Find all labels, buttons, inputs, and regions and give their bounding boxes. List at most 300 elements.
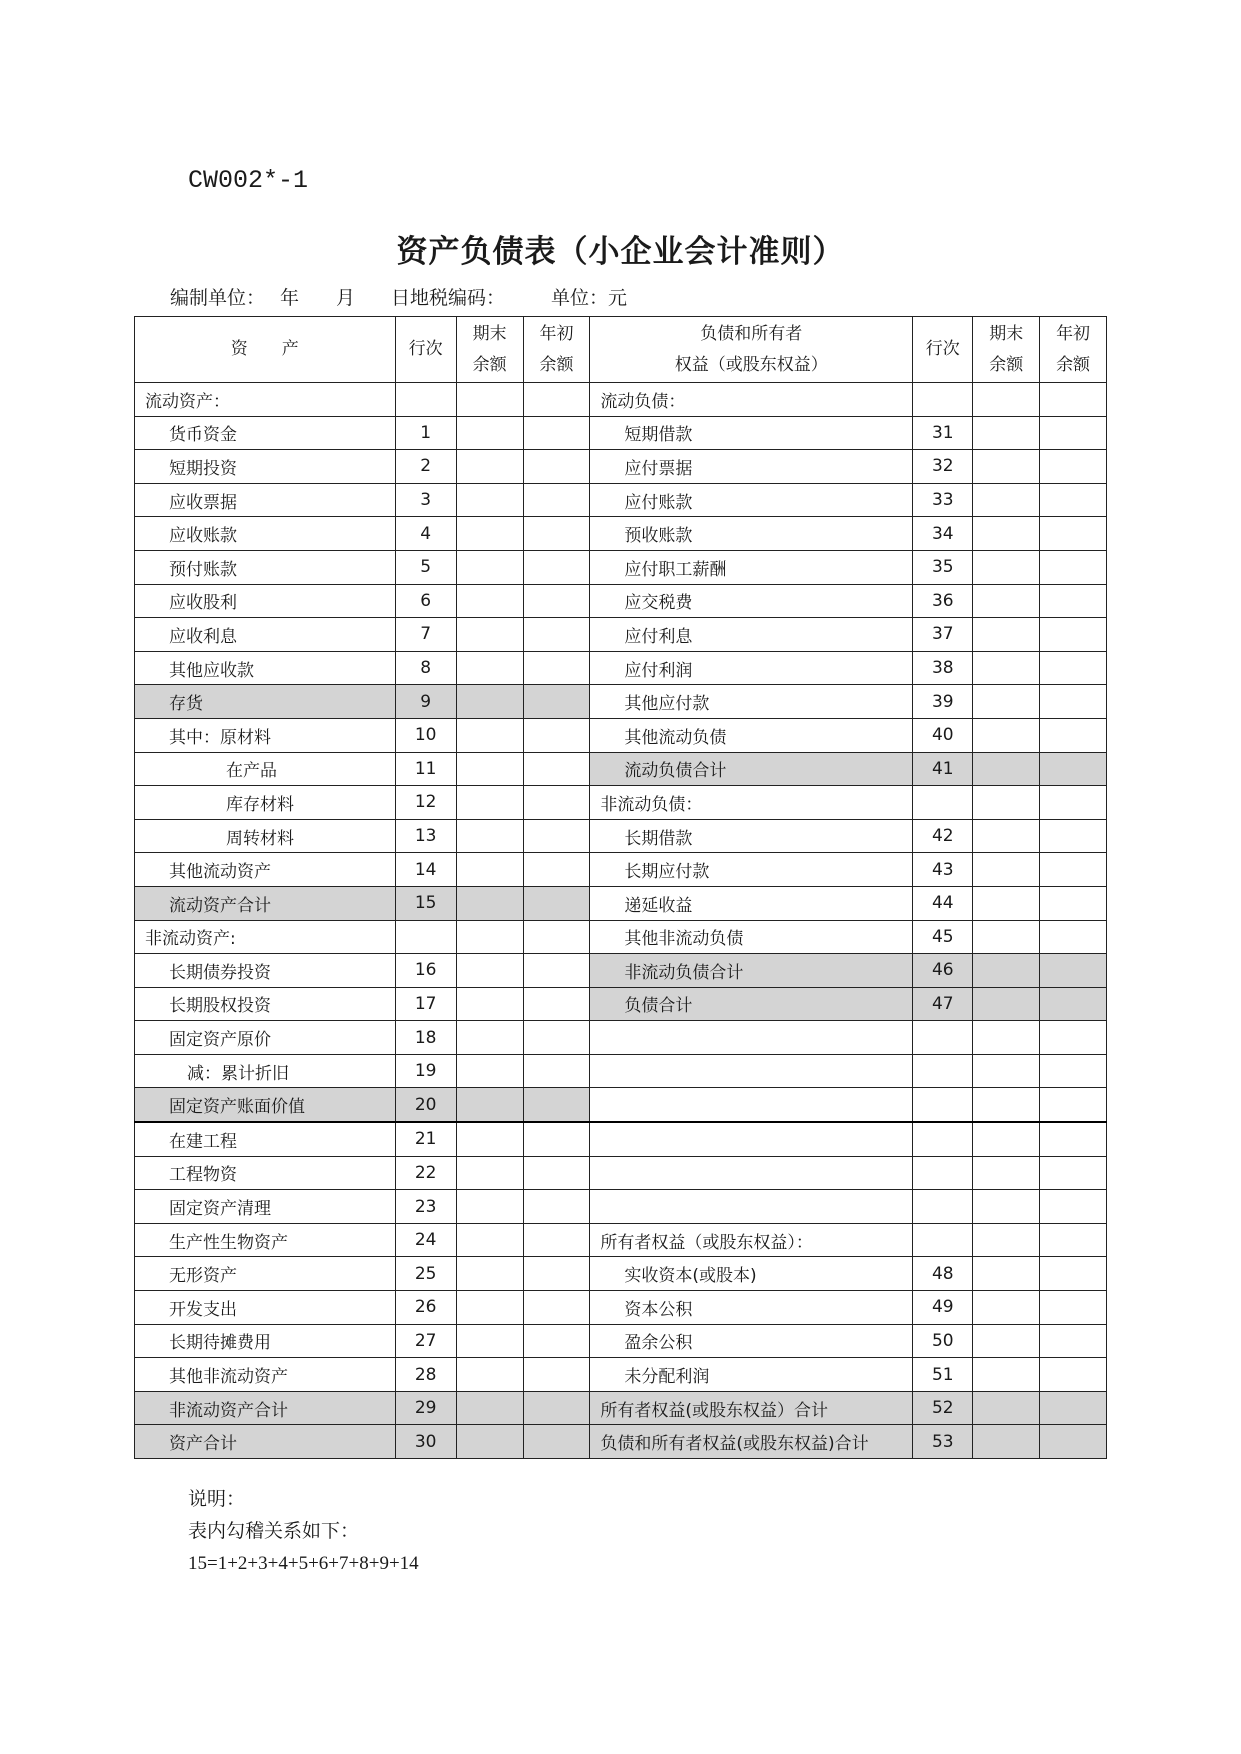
asset-row-number: 19 <box>395 1054 456 1088</box>
liability-end-balance-cell[interactable] <box>973 1391 1040 1425</box>
asset-begin-balance-cell[interactable] <box>523 685 590 719</box>
asset-end-balance-cell[interactable] <box>456 450 523 484</box>
liability-row-number <box>913 1054 973 1088</box>
asset-begin-balance-cell[interactable] <box>523 853 590 887</box>
liability-row-number: 39 <box>913 685 973 719</box>
liability-begin-balance-cell[interactable] <box>1040 383 1107 417</box>
table-row <box>135 1291 1107 1325</box>
liability-begin-balance-cell[interactable] <box>1040 886 1107 920</box>
asset-row-number: 12 <box>395 786 456 820</box>
liability-begin-balance-cell[interactable] <box>1040 651 1107 685</box>
asset-item-label: 固定资产清理 <box>135 1190 396 1224</box>
table-row <box>135 920 1107 954</box>
liability-row-number: 42 <box>913 819 973 853</box>
liability-item-label: 其他流动负债 <box>590 718 913 752</box>
asset-begin-balance-cell[interactable] <box>523 1021 590 1055</box>
asset-item-label: 减：累计折旧 <box>135 1054 396 1088</box>
asset-end-balance-cell[interactable] <box>456 1156 523 1190</box>
table-row <box>135 886 1107 920</box>
liability-begin-balance-cell[interactable] <box>1040 718 1107 752</box>
liability-begin-balance-cell[interactable] <box>1040 1223 1107 1257</box>
liability-begin-balance-cell[interactable] <box>1040 1088 1107 1122</box>
asset-begin-balance-cell[interactable] <box>523 1324 590 1358</box>
liability-begin-balance-cell[interactable] <box>1040 1324 1107 1358</box>
liability-row-number <box>913 383 973 417</box>
table-row <box>135 1088 1107 1122</box>
liability-end-balance-cell[interactable] <box>973 1358 1040 1392</box>
asset-end-balance-cell[interactable] <box>456 651 523 685</box>
asset-begin-balance-cell[interactable] <box>523 1088 590 1122</box>
asset-begin-balance-cell[interactable] <box>523 550 590 584</box>
asset-row-number: 11 <box>395 752 456 786</box>
liability-begin-balance-cell[interactable] <box>1040 1425 1107 1459</box>
asset-item-label: 其中：原材料 <box>135 718 396 752</box>
liability-end-balance-cell[interactable] <box>973 383 1040 417</box>
page-title: 资产负债表（小企业会计准则） <box>396 234 845 270</box>
table-row <box>135 1190 1107 1224</box>
liability-begin-balance-cell[interactable] <box>1040 416 1107 450</box>
liability-row-number: 47 <box>913 987 973 1021</box>
liability-row-number <box>913 1156 973 1190</box>
asset-end-balance-cell[interactable] <box>456 584 523 618</box>
asset-item-label: 流动资产合计 <box>135 886 396 920</box>
asset-item-label: 流动资产： <box>135 383 396 417</box>
liability-end-balance-cell[interactable] <box>973 1122 1040 1156</box>
liability-row-number: 32 <box>913 450 973 484</box>
asset-row-number: 17 <box>395 987 456 1021</box>
liability-item-label: 应付账款 <box>590 483 913 517</box>
asset-begin-balance-cell[interactable] <box>523 1358 590 1392</box>
liability-begin-balance-cell[interactable] <box>1040 853 1107 887</box>
liability-end-balance-cell[interactable] <box>973 1425 1040 1459</box>
liability-item-label: 其他应付款 <box>590 685 913 719</box>
asset-begin-balance-cell[interactable] <box>523 1425 590 1459</box>
asset-item-label: 无形资产 <box>135 1257 396 1291</box>
liability-end-balance-cell[interactable] <box>973 1223 1040 1257</box>
liability-item-label: 盈余公积 <box>590 1324 913 1358</box>
liability-row-number: 46 <box>913 954 973 988</box>
asset-item-label: 固定资产账面价值 <box>135 1088 396 1122</box>
asset-item-label: 在建工程 <box>135 1122 396 1156</box>
asset-row-number: 9 <box>395 685 456 719</box>
report-meta <box>170 283 627 310</box>
table-row <box>135 550 1107 584</box>
liability-item-label: 短期借款 <box>590 416 913 450</box>
liability-item-label: 所有者权益(或股东权益）合计 <box>590 1391 913 1425</box>
asset-row-number: 10 <box>395 718 456 752</box>
liability-row-number: 36 <box>913 584 973 618</box>
header-begin-balance-left: 年初 余额 <box>523 317 590 383</box>
asset-item-label: 其他应收款 <box>135 651 396 685</box>
asset-item-label: 非流动资产: <box>135 920 396 954</box>
asset-begin-balance-cell[interactable] <box>523 1122 590 1156</box>
asset-row-number: 22 <box>395 1156 456 1190</box>
asset-row-number <box>395 383 456 417</box>
liability-row-number: 48 <box>913 1257 973 1291</box>
header-end-balance-right: 期末 余额 <box>973 317 1040 383</box>
asset-item-label: 开发支出 <box>135 1291 396 1325</box>
asset-item-label: 在产品 <box>135 752 396 786</box>
asset-begin-balance-cell[interactable] <box>523 987 590 1021</box>
liability-begin-balance-cell[interactable] <box>1040 450 1107 484</box>
liability-row-number: 34 <box>913 517 973 551</box>
asset-end-balance-cell[interactable] <box>456 1223 523 1257</box>
asset-end-balance-cell[interactable] <box>456 954 523 988</box>
meta-unit-label: 编制单位： <box>170 287 266 309</box>
liability-item-label: 应交税费 <box>590 584 913 618</box>
asset-end-balance-cell[interactable] <box>456 1391 523 1425</box>
liability-begin-balance-cell[interactable] <box>1040 1190 1107 1224</box>
asset-begin-balance-cell[interactable] <box>523 383 590 417</box>
asset-end-balance-cell[interactable] <box>456 1021 523 1055</box>
liability-begin-balance-cell[interactable] <box>1040 1122 1107 1156</box>
asset-begin-balance-cell[interactable] <box>523 886 590 920</box>
liability-row-number: 41 <box>913 752 973 786</box>
liability-item-label: 递延收益 <box>590 886 913 920</box>
liability-row-number: 38 <box>913 651 973 685</box>
liability-begin-balance-cell[interactable] <box>1040 1257 1107 1291</box>
notes-formula: 15=1+2+3+4+5+6+7+8+9+14 <box>188 1553 419 1574</box>
liability-row-number <box>913 1122 973 1156</box>
liability-item-label: 非流动负债： <box>590 786 913 820</box>
table-row <box>135 954 1107 988</box>
liability-end-balance-cell[interactable] <box>973 987 1040 1021</box>
table-row <box>135 1156 1107 1190</box>
asset-end-balance-cell[interactable] <box>456 1190 523 1224</box>
liability-begin-balance-cell[interactable] <box>1040 819 1107 853</box>
asset-item-label: 存货 <box>135 685 396 719</box>
asset-begin-balance-cell[interactable] <box>523 483 590 517</box>
liability-item-label: 长期应付款 <box>590 853 913 887</box>
liability-end-balance-cell[interactable] <box>973 1156 1040 1190</box>
liability-item-label <box>590 1122 913 1156</box>
asset-row-number: 2 <box>395 450 456 484</box>
asset-row-number: 30 <box>395 1425 456 1459</box>
liability-begin-balance-cell[interactable] <box>1040 1291 1107 1325</box>
asset-begin-balance-cell[interactable] <box>523 584 590 618</box>
liability-row-number: 51 <box>913 1358 973 1392</box>
header-liabilities-equity: 负债和所有者 权益（或股东权益） <box>590 317 913 383</box>
liability-begin-balance-cell[interactable] <box>1040 483 1107 517</box>
liability-end-balance-cell[interactable] <box>973 483 1040 517</box>
liability-item-label: 负债合计 <box>590 987 913 1021</box>
liability-item-label: 非流动负债合计 <box>590 954 913 988</box>
asset-end-balance-cell[interactable] <box>456 987 523 1021</box>
meta-tax-code: 日地税编码： <box>391 287 506 309</box>
asset-begin-balance-cell[interactable] <box>523 920 590 954</box>
table-row <box>135 1425 1107 1459</box>
header-end-balance-left: 期末 余额 <box>456 317 523 383</box>
liability-begin-balance-cell[interactable] <box>1040 954 1107 988</box>
liability-row-number <box>913 786 973 820</box>
liability-end-balance-cell[interactable] <box>973 517 1040 551</box>
liability-end-balance-cell[interactable] <box>973 416 1040 450</box>
notes <box>188 1484 419 1580</box>
table-row <box>135 752 1107 786</box>
asset-begin-balance-cell[interactable] <box>523 1223 590 1257</box>
asset-item-label: 短期投资 <box>135 450 396 484</box>
liability-row-number: 53 <box>913 1425 973 1459</box>
asset-end-balance-cell[interactable] <box>456 1122 523 1156</box>
liability-end-balance-cell[interactable] <box>973 1257 1040 1291</box>
liability-item-label <box>590 1156 913 1190</box>
liability-row-number: 35 <box>913 550 973 584</box>
asset-item-label: 长期待摊费用 <box>135 1324 396 1358</box>
liability-item-label: 应付职工薪酬 <box>590 550 913 584</box>
asset-item-label: 应收票据 <box>135 483 396 517</box>
header-row-no-left: 行次 <box>395 317 456 383</box>
table-row <box>135 718 1107 752</box>
liability-begin-balance-cell[interactable] <box>1040 752 1107 786</box>
liability-begin-balance-cell[interactable] <box>1040 1391 1107 1425</box>
liability-item-label: 未分配利润 <box>590 1358 913 1392</box>
asset-row-number: 25 <box>395 1257 456 1291</box>
asset-begin-balance-cell[interactable] <box>523 1257 590 1291</box>
asset-begin-balance-cell[interactable] <box>523 1054 590 1088</box>
asset-item-label: 生产性生物资产 <box>135 1223 396 1257</box>
table-row <box>135 584 1107 618</box>
asset-row-number: 13 <box>395 819 456 853</box>
asset-begin-balance-cell[interactable] <box>523 450 590 484</box>
liability-row-number: 45 <box>913 920 973 954</box>
asset-begin-balance-cell[interactable] <box>523 1291 590 1325</box>
asset-row-number: 20 <box>395 1088 456 1122</box>
asset-end-balance-cell[interactable] <box>456 685 523 719</box>
liability-item-label <box>590 1190 913 1224</box>
table-row <box>135 1223 1107 1257</box>
asset-row-number: 1 <box>395 416 456 450</box>
table-row <box>135 786 1107 820</box>
liability-item-label: 实收资本(或股本) <box>590 1257 913 1291</box>
liability-end-balance-cell[interactable] <box>973 450 1040 484</box>
table-row <box>135 987 1107 1021</box>
asset-row-number: 16 <box>395 954 456 988</box>
asset-row-number: 14 <box>395 853 456 887</box>
liability-row-number: 37 <box>913 618 973 652</box>
asset-end-balance-cell[interactable] <box>456 1358 523 1392</box>
liability-end-balance-cell[interactable] <box>973 550 1040 584</box>
liability-row-number <box>913 1223 973 1257</box>
table-row <box>135 517 1107 551</box>
liability-end-balance-cell[interactable] <box>973 1291 1040 1325</box>
liability-begin-balance-cell[interactable] <box>1040 987 1107 1021</box>
asset-item-label: 长期股权投资 <box>135 987 396 1021</box>
liability-row-number: 52 <box>913 1391 973 1425</box>
asset-begin-balance-cell[interactable] <box>523 954 590 988</box>
liability-item-label: 预收账款 <box>590 517 913 551</box>
asset-end-balance-cell[interactable] <box>456 483 523 517</box>
asset-begin-balance-cell[interactable] <box>523 718 590 752</box>
notes-line-1: 表内勾稽关系如下： <box>188 1521 360 1542</box>
asset-end-balance-cell[interactable] <box>456 886 523 920</box>
asset-end-balance-cell[interactable] <box>456 752 523 786</box>
asset-item-label: 资产合计 <box>135 1425 396 1459</box>
liability-begin-balance-cell[interactable] <box>1040 1156 1107 1190</box>
table-row <box>135 450 1107 484</box>
asset-end-balance-cell[interactable] <box>456 1291 523 1325</box>
asset-begin-balance-cell[interactable] <box>523 752 590 786</box>
liability-end-balance-cell[interactable] <box>973 1324 1040 1358</box>
asset-row-number: 4 <box>395 517 456 551</box>
liability-item-label: 资本公积 <box>590 1291 913 1325</box>
liability-row-number: 44 <box>913 886 973 920</box>
asset-row-number: 5 <box>395 550 456 584</box>
asset-begin-balance-cell[interactable] <box>523 786 590 820</box>
asset-end-balance-cell[interactable] <box>456 1088 523 1122</box>
liability-end-balance-cell[interactable] <box>973 1021 1040 1055</box>
liability-item-label: 应付利息 <box>590 618 913 652</box>
table-row <box>135 685 1107 719</box>
liability-row-number: 50 <box>913 1324 973 1358</box>
asset-end-balance-cell[interactable] <box>456 517 523 551</box>
table-row <box>135 1122 1107 1156</box>
liability-end-balance-cell[interactable] <box>973 886 1040 920</box>
asset-end-balance-cell[interactable] <box>456 786 523 820</box>
asset-end-balance-cell[interactable] <box>456 1425 523 1459</box>
asset-row-number: 6 <box>395 584 456 618</box>
liability-end-balance-cell[interactable] <box>973 1190 1040 1224</box>
table-row <box>135 483 1107 517</box>
liability-row-number <box>913 1190 973 1224</box>
liability-item-label: 所有者权益（或股东权益）： <box>590 1223 913 1257</box>
liability-end-balance-cell[interactable] <box>973 1088 1040 1122</box>
asset-end-balance-cell[interactable] <box>456 383 523 417</box>
liability-begin-balance-cell[interactable] <box>1040 1054 1107 1088</box>
asset-row-number: 24 <box>395 1223 456 1257</box>
liability-begin-balance-cell[interactable] <box>1040 920 1107 954</box>
liability-end-balance-cell[interactable] <box>973 752 1040 786</box>
table-row <box>135 383 1107 417</box>
asset-item-label: 应收利息 <box>135 618 396 652</box>
liability-end-balance-cell[interactable] <box>973 786 1040 820</box>
liability-row-number <box>913 1021 973 1055</box>
asset-item-label: 周转材料 <box>135 819 396 853</box>
table-row <box>135 1021 1107 1055</box>
asset-begin-balance-cell[interactable] <box>523 416 590 450</box>
liability-begin-balance-cell[interactable] <box>1040 685 1107 719</box>
asset-row-number: 18 <box>395 1021 456 1055</box>
liability-end-balance-cell[interactable] <box>973 853 1040 887</box>
table-row <box>135 819 1107 853</box>
meta-year: 年 <box>280 287 300 309</box>
table-row <box>135 1257 1107 1291</box>
table-row <box>135 1391 1107 1425</box>
form-code: CW002*-1 <box>188 166 309 195</box>
liability-row-number <box>913 1088 973 1122</box>
liability-begin-balance-cell[interactable] <box>1040 517 1107 551</box>
liability-end-balance-cell[interactable] <box>973 651 1040 685</box>
asset-item-label: 长期债券投资 <box>135 954 396 988</box>
liability-item-label: 应付票据 <box>590 450 913 484</box>
asset-row-number: 21 <box>395 1122 456 1156</box>
liability-end-balance-cell[interactable] <box>973 819 1040 853</box>
table-row <box>135 416 1107 450</box>
asset-begin-balance-cell[interactable] <box>523 1156 590 1190</box>
table-row <box>135 1054 1107 1088</box>
liability-begin-balance-cell[interactable] <box>1040 584 1107 618</box>
asset-item-label: 其他非流动资产 <box>135 1358 396 1392</box>
liability-begin-balance-cell[interactable] <box>1040 1358 1107 1392</box>
asset-end-balance-cell[interactable] <box>456 920 523 954</box>
asset-item-label: 固定资产原价 <box>135 1021 396 1055</box>
liability-row-number: 40 <box>913 718 973 752</box>
asset-row-number <box>395 920 456 954</box>
table-row <box>135 618 1107 652</box>
asset-end-balance-cell[interactable] <box>456 1257 523 1291</box>
liability-row-number: 49 <box>913 1291 973 1325</box>
asset-end-balance-cell[interactable] <box>456 718 523 752</box>
asset-item-label: 工程物资 <box>135 1156 396 1190</box>
liability-end-balance-cell[interactable] <box>973 920 1040 954</box>
asset-end-balance-cell[interactable] <box>456 1324 523 1358</box>
table-row <box>135 853 1107 887</box>
liability-begin-balance-cell[interactable] <box>1040 786 1107 820</box>
liability-begin-balance-cell[interactable] <box>1040 550 1107 584</box>
liability-item-label <box>590 1088 913 1122</box>
asset-begin-balance-cell[interactable] <box>523 1391 590 1425</box>
asset-end-balance-cell[interactable] <box>456 853 523 887</box>
liability-item-label <box>590 1054 913 1088</box>
asset-item-label: 库存材料 <box>135 786 396 820</box>
liability-end-balance-cell[interactable] <box>973 954 1040 988</box>
liability-begin-balance-cell[interactable] <box>1040 1021 1107 1055</box>
liability-row-number: 31 <box>913 416 973 450</box>
asset-item-label: 货币资金 <box>135 416 396 450</box>
asset-begin-balance-cell[interactable] <box>523 517 590 551</box>
asset-row-number: 3 <box>395 483 456 517</box>
table-row <box>135 1358 1107 1392</box>
asset-item-label: 预付账款 <box>135 550 396 584</box>
asset-begin-balance-cell[interactable] <box>523 1190 590 1224</box>
liability-row-number: 33 <box>913 483 973 517</box>
asset-begin-balance-cell[interactable] <box>523 618 590 652</box>
liability-item-label: 流动负债： <box>590 383 913 417</box>
table-row <box>135 1324 1107 1358</box>
liability-item-label: 长期借款 <box>590 819 913 853</box>
table-body <box>135 383 1107 1459</box>
liability-end-balance-cell[interactable] <box>973 718 1040 752</box>
liability-begin-balance-cell[interactable] <box>1040 618 1107 652</box>
asset-begin-balance-cell[interactable] <box>523 819 590 853</box>
asset-item-label: 应收账款 <box>135 517 396 551</box>
asset-begin-balance-cell[interactable] <box>523 651 590 685</box>
liability-end-balance-cell[interactable] <box>973 618 1040 652</box>
balance-sheet-table <box>134 316 1107 1459</box>
meta-currency-unit: 单位：元 <box>551 287 628 309</box>
asset-row-number: 23 <box>395 1190 456 1224</box>
asset-row-number: 28 <box>395 1358 456 1392</box>
asset-end-balance-cell[interactable] <box>456 618 523 652</box>
liability-end-balance-cell[interactable] <box>973 1054 1040 1088</box>
asset-item-label: 非流动资产合计 <box>135 1391 396 1425</box>
asset-row-number: 7 <box>395 618 456 652</box>
liability-end-balance-cell[interactable] <box>973 584 1040 618</box>
asset-item-label: 其他流动资产 <box>135 853 396 887</box>
asset-row-number: 8 <box>395 651 456 685</box>
asset-end-balance-cell[interactable] <box>456 819 523 853</box>
header-row-no-right: 行次 <box>913 317 973 383</box>
asset-end-balance-cell[interactable] <box>456 416 523 450</box>
asset-item-label: 应收股利 <box>135 584 396 618</box>
header-begin-balance-right: 年初 余额 <box>1040 317 1107 383</box>
asset-end-balance-cell[interactable] <box>456 1054 523 1088</box>
asset-end-balance-cell[interactable] <box>456 550 523 584</box>
asset-row-number: 27 <box>395 1324 456 1358</box>
asset-row-number: 15 <box>395 886 456 920</box>
liability-item-label: 负债和所有者权益(或股东权益)合计 <box>590 1425 913 1459</box>
notes-label: 说明： <box>188 1489 246 1510</box>
liability-end-balance-cell[interactable] <box>973 685 1040 719</box>
